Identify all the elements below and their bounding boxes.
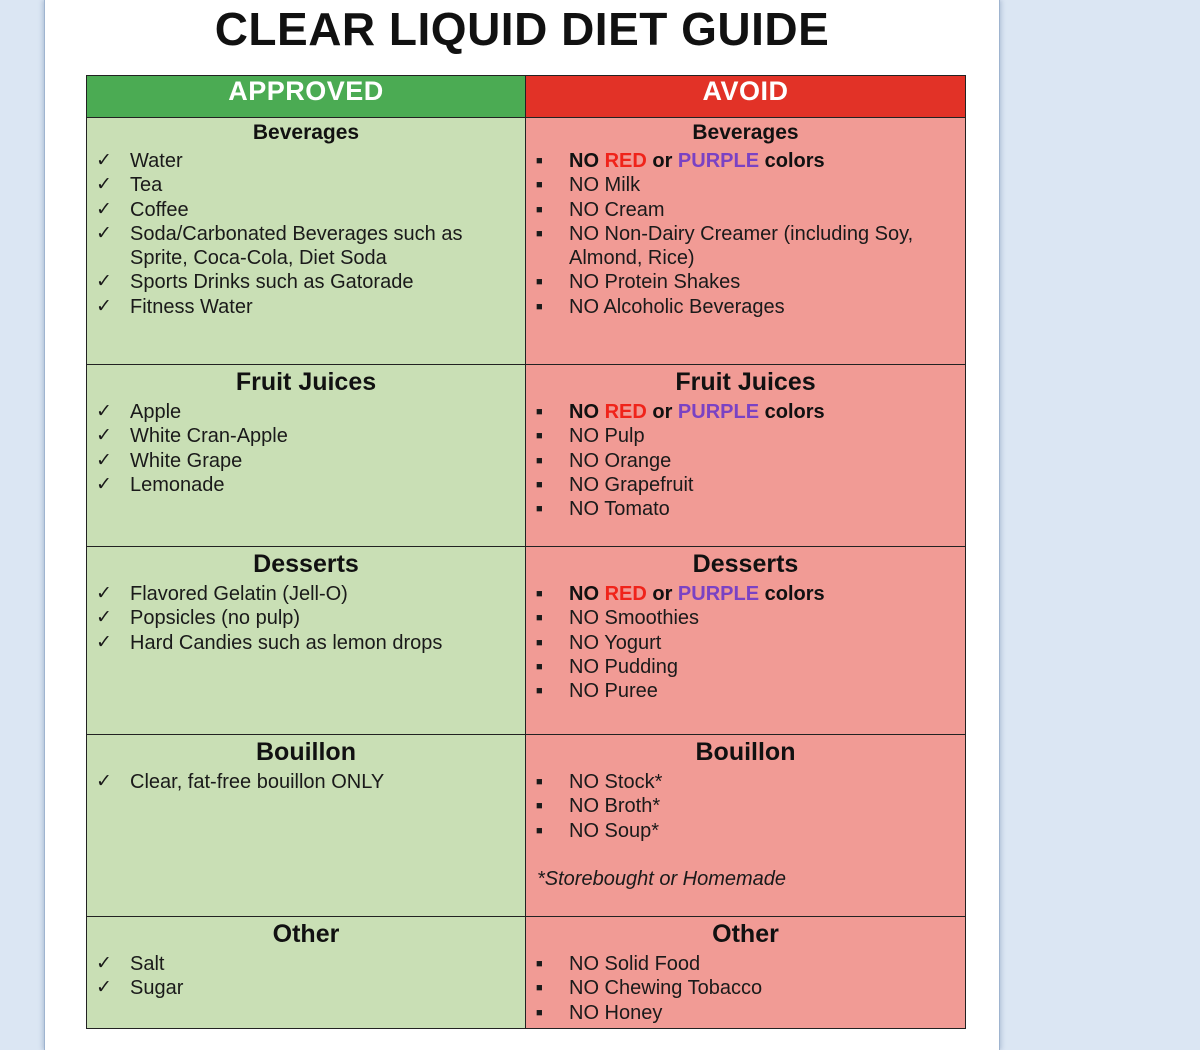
- list-item: [526, 631, 965, 655]
- item-text: Clear, fat-free bouillon ONLY: [130, 771, 385, 793]
- list-item: [87, 222, 525, 271]
- list-item: [526, 497, 965, 521]
- list-item: [526, 270, 965, 294]
- item-text: White Cran-Apple: [130, 425, 288, 448]
- list-item: [87, 976, 525, 1000]
- checkmark-icon: ✓: [96, 174, 112, 196]
- item-text: NO Non-Dairy Creamer (including Soy, Almond, Rice): [569, 222, 914, 270]
- item-text: Popsicles (no pulp): [130, 607, 301, 630]
- avoid-list: [526, 149, 965, 319]
- item-text: NO Broth*: [569, 795, 661, 818]
- section-title-desserts: Desserts: [253, 550, 359, 578]
- list-item: [526, 449, 965, 473]
- no-text: NO: [569, 583, 599, 605]
- approved-list: [87, 770, 525, 794]
- checkmark-icon: ✓: [96, 198, 112, 220]
- item-text: Tea: [130, 174, 163, 197]
- avoid-header: AVOID: [526, 76, 966, 118]
- color-rule-item: [526, 582, 965, 606]
- item-text: NO Chewing Tobacco: [569, 977, 763, 1000]
- avoid-list: [526, 770, 965, 843]
- square-bullet-icon: ■: [536, 685, 543, 698]
- square-bullet-icon: ■: [536, 776, 543, 788]
- square-bullet-icon: ■: [536, 478, 543, 491]
- or-text: or: [652, 150, 673, 172]
- approved-fruit-juices-cell: [87, 365, 526, 547]
- item-text: Lemonade: [130, 473, 225, 496]
- checkmark-icon: ✓: [96, 401, 112, 422]
- item-text: Flavored Gelatin (Jell-O): [130, 583, 348, 605]
- item-text: NO Orange: [569, 449, 672, 472]
- red-text: RED: [604, 150, 647, 172]
- item-text: Water: [130, 150, 183, 172]
- square-bullet-icon: ■: [536, 800, 543, 813]
- square-bullet-icon: ■: [536, 179, 543, 192]
- red-text: RED: [604, 401, 647, 423]
- list-item: [526, 770, 965, 794]
- item-text: NO Smoothies: [569, 607, 700, 630]
- approved-other-cell: [87, 917, 526, 1029]
- square-bullet-icon: ■: [536, 660, 543, 673]
- list-item: [87, 631, 525, 655]
- square-bullet-icon: ■: [536, 203, 543, 216]
- colors-text: colors: [764, 150, 825, 172]
- avoid-other-cell: [526, 917, 966, 1029]
- item-text: Sugar: [130, 977, 184, 1000]
- approved-list: [87, 952, 525, 1001]
- item-text: NO Tomato: [569, 498, 670, 521]
- section-title-bouillon: Bouillon: [256, 738, 356, 766]
- list-item: [87, 270, 525, 294]
- list-item: [87, 449, 525, 473]
- square-bullet-icon: ■: [536, 155, 543, 167]
- checkmark-icon: ✓: [96, 977, 112, 999]
- item-text: NO Stock*: [569, 771, 663, 793]
- item-text: NO Alcoholic Beverages: [569, 295, 785, 318]
- checkmark-icon: ✓: [96, 607, 112, 629]
- checkmark-icon: ✓: [96, 150, 112, 171]
- list-item: [87, 149, 525, 173]
- checkmark-icon: ✓: [96, 631, 112, 653]
- purple-text: PURPLE: [677, 401, 760, 423]
- item-text: NO Milk: [569, 174, 641, 197]
- item-text: NO Honey: [569, 1001, 663, 1024]
- square-bullet-icon: ■: [536, 430, 543, 443]
- square-bullet-icon: ■: [536, 406, 543, 418]
- avoid-bouillon-cell: [526, 735, 966, 917]
- square-bullet-icon: ■: [536, 824, 543, 837]
- list-item: [526, 606, 965, 630]
- document-page: [44, 0, 1000, 1050]
- approved-header: APPROVED: [87, 76, 526, 118]
- approved-bouillon-cell: [87, 735, 526, 917]
- avoid-fruit-juices-cell: [526, 365, 966, 547]
- approved-desserts-cell: [87, 547, 526, 735]
- list-item: [526, 424, 965, 448]
- footnote: *Storebought or Homemade: [537, 867, 787, 890]
- item-text: NO Protein Shakes: [569, 271, 741, 294]
- item-text: Fitness Water: [130, 295, 253, 318]
- item-text: NO Grapefruit: [569, 473, 694, 496]
- list-item: [526, 173, 965, 197]
- purple-text: PURPLE: [677, 150, 760, 172]
- approved-list: [87, 400, 525, 497]
- section-title-beverages: Beverages: [252, 121, 360, 144]
- avoid-list: [526, 952, 965, 1025]
- item-text: NO Pulp: [569, 425, 645, 448]
- section-title-desserts: Desserts: [692, 550, 799, 578]
- section-title-fruit-juices: Fruit Juices: [675, 368, 816, 396]
- color-rule-item: [526, 149, 965, 173]
- list-item: [526, 295, 965, 319]
- list-item: [87, 295, 525, 319]
- list-item: [526, 1001, 965, 1025]
- checkmark-icon: ✓: [96, 583, 112, 604]
- item-text: White Grape: [130, 449, 243, 472]
- item-text: NO Puree: [569, 680, 658, 703]
- section-title-fruit-juices: Fruit Juices: [235, 368, 377, 396]
- item-text: NO Soup*: [569, 819, 660, 842]
- approved-beverages-cell: [87, 118, 526, 365]
- page-title: CLEAR LIQUID DIET GUIDE: [214, 3, 830, 55]
- avoid-list: [526, 582, 965, 703]
- item-text: Coffee: [130, 198, 189, 221]
- or-text: or: [652, 401, 673, 423]
- list-item: [87, 198, 525, 222]
- square-bullet-icon: ■: [536, 503, 543, 516]
- list-item: [87, 770, 525, 794]
- checkmark-icon: ✓: [96, 449, 112, 471]
- no-text: NO: [569, 401, 599, 423]
- checkmark-icon: ✓: [96, 222, 112, 244]
- avoid-list: [526, 400, 965, 521]
- section-title-bouillon: Bouillon: [695, 738, 796, 766]
- list-item: [87, 173, 525, 197]
- square-bullet-icon: ■: [536, 612, 543, 625]
- square-bullet-icon: ■: [536, 588, 543, 600]
- colors-text: colors: [764, 401, 825, 423]
- item-text: NO Solid Food: [569, 953, 701, 975]
- checkmark-icon: ✓: [96, 771, 112, 792]
- list-item: [87, 582, 525, 606]
- avoid-beverages-cell: [526, 118, 966, 365]
- red-text: RED: [604, 583, 647, 605]
- list-item: [526, 819, 965, 843]
- square-bullet-icon: ■: [536, 1006, 543, 1019]
- list-item: [526, 794, 965, 818]
- square-bullet-icon: ■: [536, 227, 543, 240]
- list-item: [526, 473, 965, 497]
- list-item: [526, 976, 965, 1000]
- diet-guide-table: [86, 75, 966, 1029]
- list-item: [87, 400, 525, 424]
- avoid-desserts-cell: [526, 547, 966, 735]
- purple-text: PURPLE: [677, 583, 760, 605]
- section-title-other: Other: [712, 920, 779, 948]
- list-item: [526, 198, 965, 222]
- item-text: Sports Drinks such as Gatorade: [130, 271, 414, 294]
- item-text: NO Yogurt: [569, 631, 662, 654]
- square-bullet-icon: ■: [536, 454, 543, 467]
- section-title-beverages: Beverages: [692, 121, 799, 144]
- checkmark-icon: ✓: [96, 953, 112, 974]
- colors-text: colors: [764, 583, 825, 605]
- list-item: [87, 952, 525, 976]
- square-bullet-icon: ■: [536, 958, 543, 970]
- approved-list: [87, 149, 525, 319]
- no-text: NO: [569, 150, 599, 172]
- color-rule-item: [526, 400, 965, 424]
- item-text: Hard Candies such as lemon drops: [130, 631, 443, 654]
- list-item: [87, 473, 525, 497]
- list-item: [526, 222, 965, 271]
- item-text: Soda/Carbonated Beverages such as Sprite, Coca-Cola, Diet Soda: [130, 222, 463, 270]
- item-text: Salt: [130, 953, 165, 975]
- checkmark-icon: ✓: [96, 295, 112, 317]
- square-bullet-icon: ■: [536, 300, 543, 313]
- square-bullet-icon: ■: [536, 636, 543, 649]
- item-text: NO Cream: [569, 198, 665, 221]
- section-title-other: Other: [272, 920, 340, 948]
- checkmark-icon: ✓: [96, 473, 112, 495]
- list-item: [87, 606, 525, 630]
- list-item: [526, 679, 965, 703]
- checkmark-icon: ✓: [96, 271, 112, 293]
- item-text: Apple: [130, 401, 182, 423]
- list-item: [87, 424, 525, 448]
- checkmark-icon: ✓: [96, 425, 112, 447]
- list-item: [526, 655, 965, 679]
- or-text: or: [652, 583, 673, 605]
- approved-list: [87, 582, 525, 655]
- square-bullet-icon: ■: [536, 276, 543, 289]
- list-item: [526, 952, 965, 976]
- item-text: NO Pudding: [569, 655, 678, 678]
- square-bullet-icon: ■: [536, 982, 543, 995]
